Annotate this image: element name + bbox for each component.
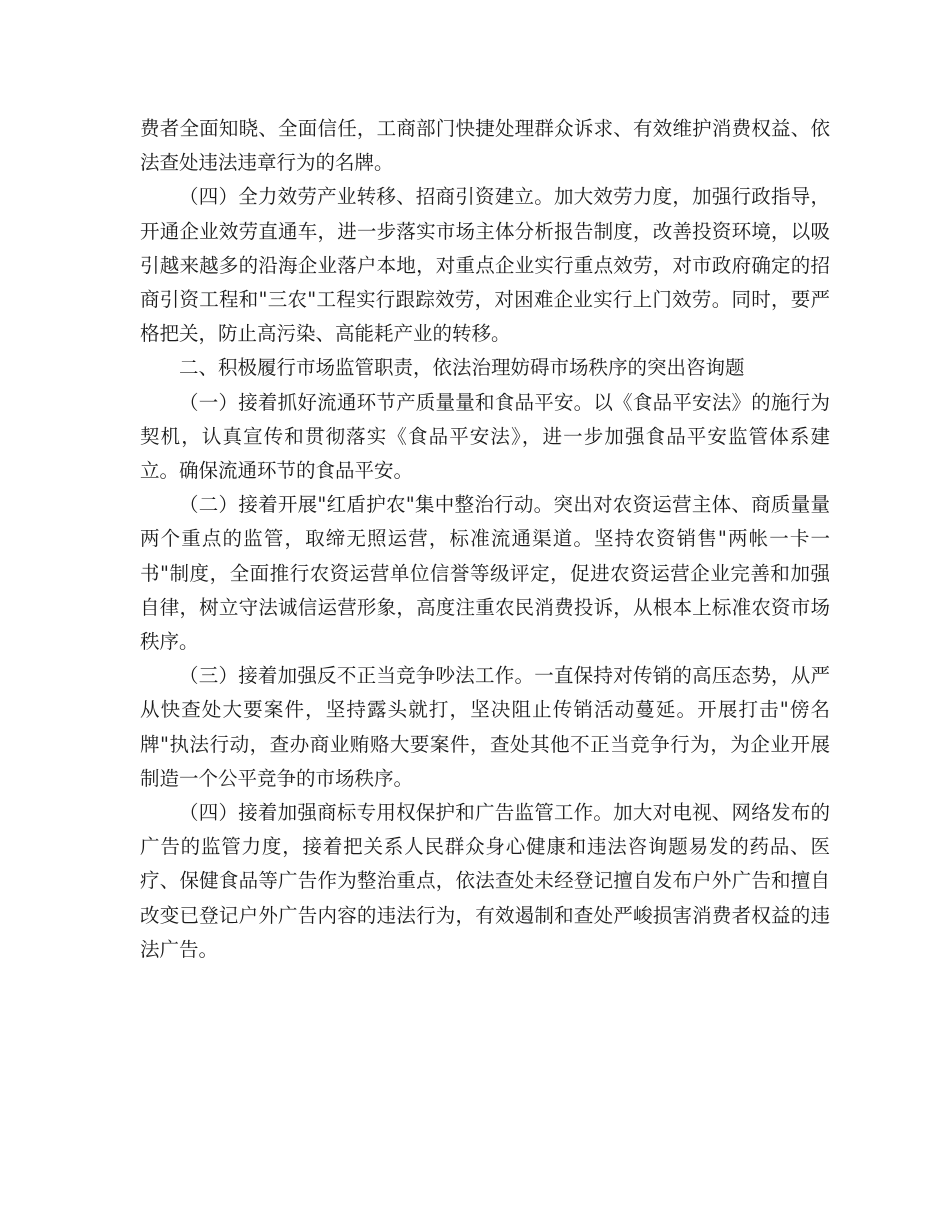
paragraph-section-4-investment: （四）全力效劳产业转移、招商引资建立。加大效劳力度，加强行政指导，开通企业效劳直通车，进一步落实市场主体分析报告制度，改善投资环境，以吸引越来越多的沿海企业落户本地，对重点企业实行重点效劳，对市政府确定的招商引资工程和"三农"工程实行跟踪效劳，对困难企业实行上门效劳。同时，要严格把关，防止高污染、高能耗产业的转移。: [140, 185, 830, 346]
paragraph-item-1-food-safety: （一）接着抓好流通环节产质量量和食品平安。以《食品平安法》的施行为契机，认真宣传和贯彻落实《食品平安法》，进一步加强食品平安监管体系建立。确保流通环节的食品平安。: [140, 390, 830, 483]
paragraph-item-4-trademark-ads: （四）接着加强商标专用权保护和广告监管工作。加大对电视、网络发布的广告的监管力度，接着把关系人民群众身心健康和违法咨询题易发的药品、医疗、保健食品等广告作为整治重点，依法查处未经登记擅自发布户外广告和擅自改变已登记户外广告内容的违法行为，有效遏制和查处严峻损害消费者权益的违法广告。: [140, 801, 830, 961]
document-body: [140, 112, 830, 967]
paragraph-item-2-agriculture: （二）接着开展"红盾护农"集中整治行动。突出对农资运营主体、商质量量两个重点的监管，取缔无照运营，标准流通渠道。坚持农资销售"两帐一卡一书"制度，全面推行农资运营单位信誉等级评定，促进农资运营企业完善和加强自律，树立守法诚信运营形象，高度注重农民消费投诉，从根本上标准农资市场秩序。: [140, 493, 830, 654]
paragraph-item-3-competition: （三）接着加强反不正当竞争吵法工作。一直保持对传销的高压态势，从严从快查处大要案件，坚持露头就打，坚决阻止传销活动蔓延。开展打击"傍名牌"执法行动，查办商业贿赂大要案件，查处其他不正当竞争行为，为企业开展制造一个公平竞争的市场秩序。: [140, 664, 830, 790]
paragraph-continuation: 费者全面知晓、全面信任，工商部门快捷处理群众诉求、有效维护消费权益、依法查处违法违章行为的名牌。: [140, 117, 830, 175]
section-heading-2: 二、积极履行市场监管职责，依法治理妨碍市场秩序的突出咨询题: [179, 356, 745, 380]
